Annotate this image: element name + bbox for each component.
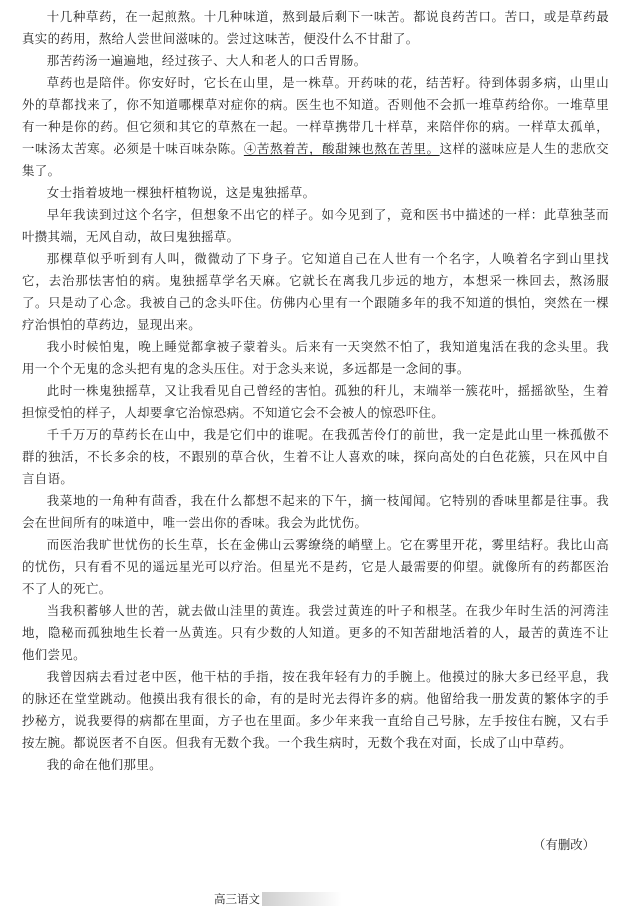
paragraph-8: 此时一株鬼独摇草，又让我看见自己曾经的害怕。孤独的秆儿，末端举一簇花叶，摇摇欲坠，生着担惊受怕的样子，人却要拿它治惊恐病。不知道它会不会被人的惊恐吓住。 [22, 383, 609, 420]
paragraph-5: 早年我读到过这个名字，但想象不出它的样子。如今见到了，竟和医书中描述的一样：此草独茎而叶攒其端，无风自动，故曰鬼独摇草。 [22, 207, 609, 244]
paragraph-11: 而医治我旷世忧伤的长生草，长在金佛山云雾缭绕的峭壁上。它在雾里开花，雾里结籽。我比山高的忧伤，只有看不见的遥远星光可以疗治。但星光不是药，它是人最需要的仰望。就像所有的药都医治不了人的死亡。 [22, 537, 609, 596]
underlined-sentence-4: ④苦熬着苦，酸甜辣也熬在苦里。 [243, 141, 440, 156]
paragraph-1: 十几种草药，在一起煎熬。十几种味道，熬到最后剩下一味苦。都说良药苦口。苦口，或是草药最真实的药用，熬给人尝世间滋味的。尝过这味苦，便没什么不甘甜了。 [22, 9, 609, 46]
footer-label: 高三语文 [214, 892, 260, 906]
paragraph-9: 千千万万的草药长在山中，我是它们中的谁呢。在我孤苦伶仃的前世，我一定是此山里一株孤傲不群的独活，不长多余的枝，不跟别的草合伙，生着不让人喜欢的味，探向高处的白色花簇，只在风中自言自语。 [22, 427, 609, 486]
paragraph-3-text: 草药也是陪伴。你安好时，它长在山里，是一株草。开药味的花，结苦籽。待到体弱多病，山里山外的草都找来了，你不知道哪棵草对症你的病。医生也不知道。否则他不会抓一堆草药给你。一堆草里有一种是你的药。但它须和其它的草熬在一起。一样草携带几十样草，来陪伴你的病。一样草太孤单，一味汤太苦寒。必须是十味百味杂陈。 [22, 75, 609, 156]
paragraph-7: 我小时候怕鬼，晚上睡觉都拿被子蒙着头。后来有一天突然不怕了，我知道鬼活在我的念头里。我用一个个无鬼的念头把有鬼的念头压住。对于念头来说，多远都是一念间的事。 [22, 339, 609, 376]
paragraph-14: 我的命在他们那里。 [46, 757, 162, 772]
abridged-note: （有删改） [533, 837, 595, 852]
paragraph-3 [22, 72, 609, 182]
paragraph-13: 我曾因病去看过老中医，他干枯的手指，按在我年轻有力的手腕上。他摸过的脉大多已经平息，我的脉还在堂堂跳动。他摸出我有很长的命，有的是时光去得许多的病。他留给我一册发黄的繁体字的手抄秘方，说我要得的病都在里面，方子也在里面。多少年来我一直给自己号脉，左手按住右腕，又右手按左腕。都说医者不自医。但我有无数个我。一个我生病时，无数个我在对面，长成了山中草药。 [22, 669, 609, 750]
paragraph-4: 女士指着坡地一棵独杆植物说，这是鬼独摇草。 [46, 185, 316, 200]
page-footer [214, 891, 342, 907]
paragraph-10: 我菜地的一角种有茴香，我在什么都想不起来的下午，摘一枝闻闻。它特别的香味里都是往事。我会在世间所有的味道中，唯一尝出你的香味。我会为此忧伤。 [22, 493, 609, 530]
footer-fade-decoration [262, 892, 342, 906]
paragraph-3-ending: 这样的滋味应是人生的悲欣交集了。 [22, 141, 609, 178]
paragraph-2: 那苦药汤一遍遍地，经过孩子、大人和老人的口舌胃肠。 [46, 53, 367, 68]
paragraph-12: 当我积蓄够人世的苦，就去做山洼里的黄连。我尝过黄连的叶子和根茎。在我少年时生活的河湾洼地，隐秘而孤独地生长着一丛黄连。只有少数的人知道。更多的不知苦甜地活着的人，最苦的黄连不让他们尝见。 [22, 603, 609, 662]
paragraph-6: 那棵草似乎听到有人叫，微微动了下身子。它知道自己在人世有一个名字，人唤着名字到山里找它，去治那怯害怕的病。鬼独摇草学名天麻。它就长在离我几步远的地方，本想采一株回去，熬汤服了。只是动了心念。我被自己的念头吓住。仿佛内心里有一个跟随多年的我不知道的惧怕，突然在一棵疗治惧怕的草药边，显现出来。 [22, 251, 609, 332]
article-body [22, 6, 609, 886]
